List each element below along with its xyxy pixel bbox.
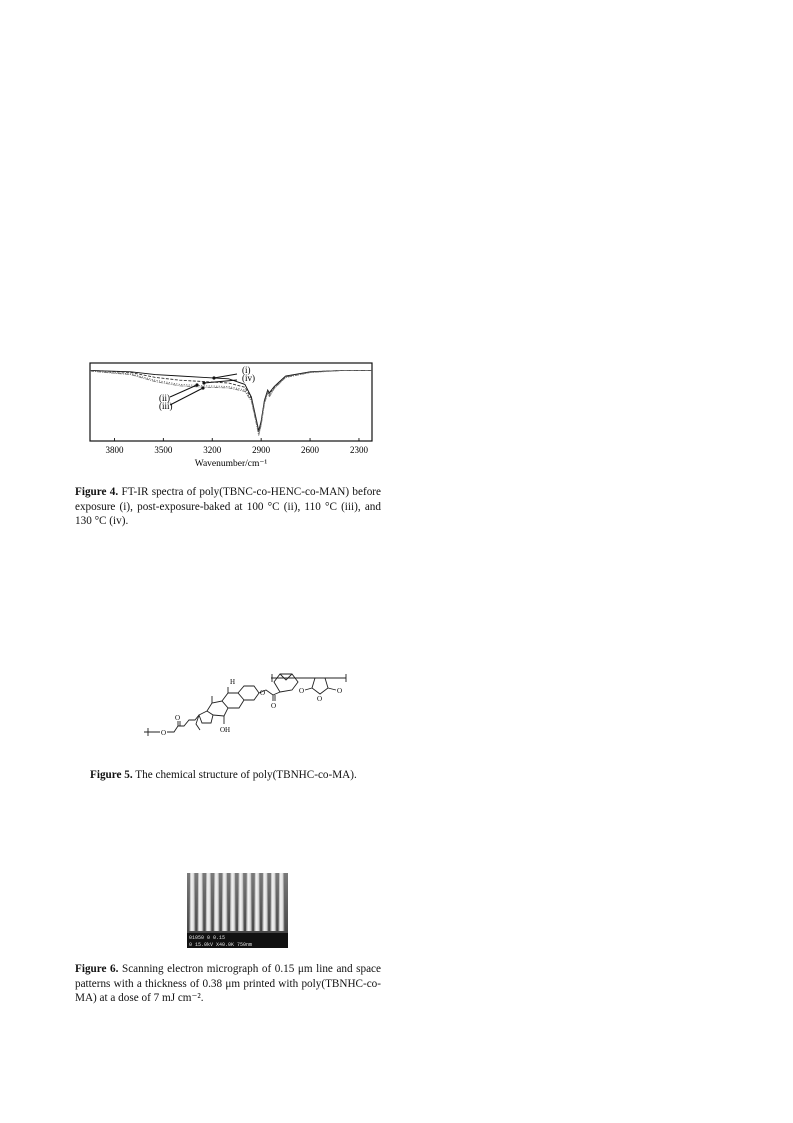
figure-5-label: Figure 5. <box>90 769 133 781</box>
resist-line <box>262 873 268 931</box>
x-tick-label: 3200 <box>203 445 222 455</box>
series-line-1 <box>90 370 372 430</box>
figure-5-caption <box>90 768 390 783</box>
pointer-arrowhead <box>195 383 198 386</box>
figure-4-label: Figure 4. <box>75 486 119 498</box>
sem-info-line-2: 0 15.0kV X40.0K 750nm <box>189 942 253 948</box>
resist-line <box>198 873 204 931</box>
resist-line <box>238 873 244 931</box>
resist-line <box>206 873 212 931</box>
oxygen-label-1: O <box>161 729 167 737</box>
series-label-2: (iv) <box>242 373 255 383</box>
oxygen-label-5: O <box>299 687 305 695</box>
resist-line <box>270 873 276 931</box>
oxygen-label-6: O <box>317 695 323 703</box>
figure-6-caption <box>75 962 381 1006</box>
x-tick-label: 2900 <box>252 445 271 455</box>
oxygen-label-4: O <box>271 702 277 710</box>
pointer-arrowhead <box>201 386 204 389</box>
figure-4-caption <box>75 485 381 529</box>
pointer-arrowhead <box>202 381 205 384</box>
resist-line <box>189 873 195 931</box>
resist-line <box>279 873 285 931</box>
label-pointer <box>214 374 237 378</box>
resist-line <box>254 873 260 931</box>
series-label-4: (iii) <box>159 401 173 411</box>
figure-4-chart <box>80 355 380 470</box>
label-pointer <box>170 388 203 405</box>
resist-line <box>230 873 236 931</box>
x-tick-label: 3500 <box>154 445 173 455</box>
figure-5-caption-text: The chemical structure of poly(TBNHC-co-MA). <box>132 769 357 781</box>
oxygen-label-2: O <box>175 714 181 722</box>
figure-6-caption-text: Scanning electron micrograph of 0.15 μm line and space patterns with a thickness of 0.38 μm printed with poly(TBNHC-co-MA) at a dose of 7 mJ cm⁻². <box>75 963 381 1005</box>
x-tick-label: 2600 <box>301 445 320 455</box>
x-axis-label: Wavenumber/cm⁻¹ <box>194 459 268 469</box>
resist-line <box>246 873 252 931</box>
sem-info-line-1: 01050 0 0.15 <box>189 935 226 941</box>
x-tick-label: 3800 <box>105 445 124 455</box>
figure-5-structure <box>140 668 360 753</box>
series-label-3: (ii) <box>159 393 170 403</box>
oxygen-label-7: O <box>337 687 343 695</box>
hydrogen-label: H <box>230 678 236 686</box>
label-pointer <box>170 385 197 397</box>
resist-line <box>214 873 220 931</box>
resist-line <box>222 873 228 931</box>
figure-4-caption-text: FT-IR spectra of poly(TBNC-co-HENC-co-MAN) before exposure (i), post-exposure-baked at 100 °C (ii), 110 °C (iii), and 130 °C (iv). <box>75 486 381 528</box>
pointer-arrowhead <box>212 376 215 379</box>
hydroxyl-label: OH <box>220 726 231 734</box>
oxygen-label-3: O <box>260 689 266 697</box>
x-tick-label: 2300 <box>349 445 368 455</box>
figure-6-sem-micrograph <box>187 873 288 948</box>
series-label-1: (i) <box>242 365 251 375</box>
figure-6-label: Figure 6. <box>75 963 119 975</box>
